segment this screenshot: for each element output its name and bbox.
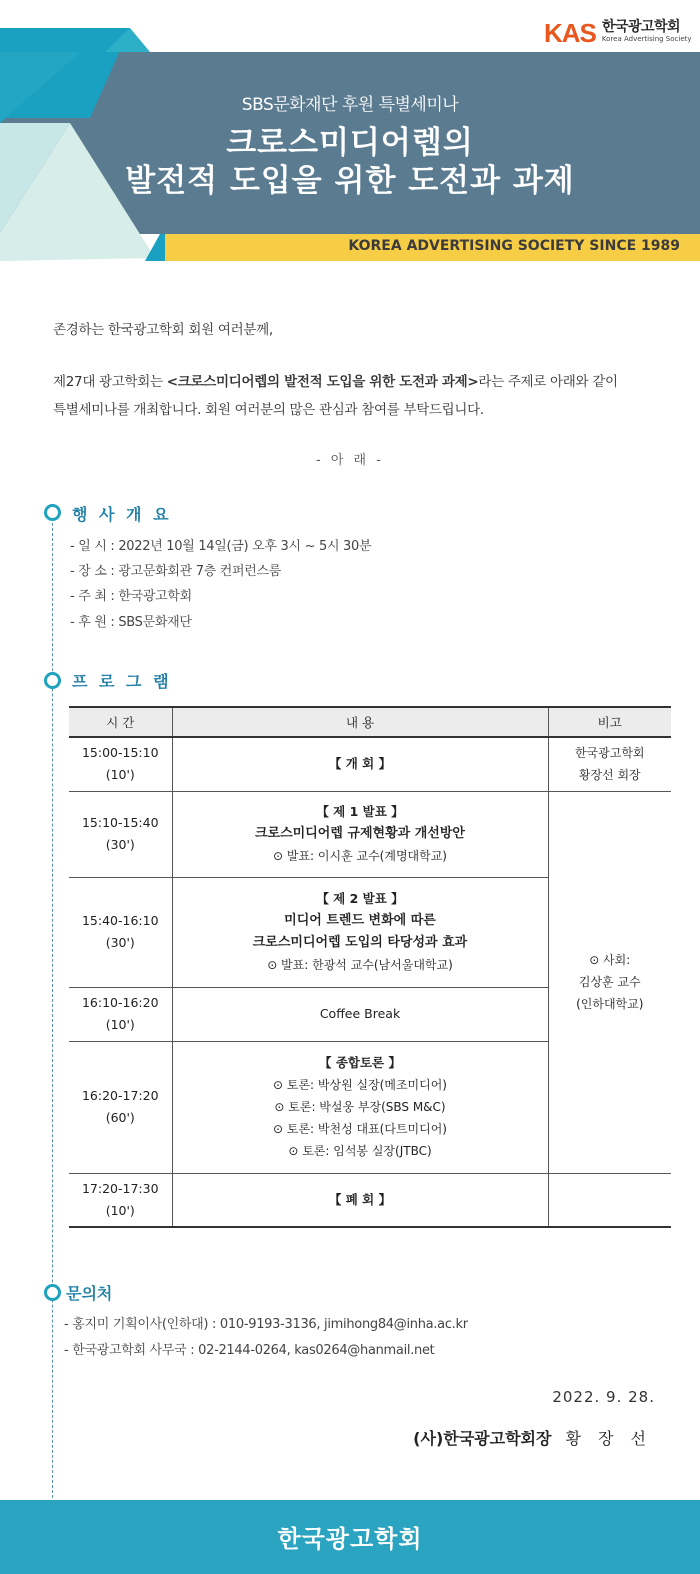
notice-label: - 아 래 -	[316, 453, 384, 468]
moderator-cell: ⊙ 사회: 김상훈 교수 (인하대학교)	[548, 791, 671, 1173]
logo-mark: KAS	[544, 18, 596, 48]
section-bullet-icon	[44, 1284, 61, 1301]
signature-name: 황 장 선	[565, 1429, 652, 1448]
col-content-header: 내 용	[172, 707, 548, 737]
greeting: 존경하는 한국광고학회 회원 여러분께,	[53, 322, 273, 338]
signature-org: (사)한국광고학회장	[413, 1429, 552, 1448]
content-cell: 【 제 2 발표 】 미디어 트렌드 변화에 따른 크로스미디어렙 도입의 타당성과 효과 ⊙ 발표: 한광석 교수(남서울대학교)	[172, 877, 548, 987]
col-time-header: 시 간	[69, 707, 172, 737]
program-title: 프 로 그 램	[72, 672, 172, 691]
table-row	[69, 737, 671, 791]
note-cell	[548, 1173, 671, 1227]
banner-subtitle: SBS문화재단 후원 특별세미나	[241, 95, 459, 115]
title-line-2: 발전적 도입을 위한 도전과 과제	[125, 163, 575, 199]
content-cell: 【 제 1 발표 】 크로스미디어렙 규제현황과 개선방안 ⊙ 발표: 이시훈 교수(계명대학교)	[172, 791, 548, 877]
since-bar	[165, 234, 700, 261]
overview-host: - 주 최 : 한국광고학회	[70, 589, 192, 604]
kas-logo	[544, 20, 692, 46]
overview-sponsor: - 후 원 : SBS문화재단	[70, 615, 192, 630]
section-bullet-icon	[44, 672, 61, 689]
intro-paragraph-line-2: 특별세미나를 개최합니다. 회원 여러분의 많은 관심과 참여를 부탁드립니다.	[53, 402, 484, 418]
contact-title: 문의처	[66, 1284, 113, 1303]
contact-item: - 한국광고학회 사무국 : 02-2144-0264, kas0264@hanmail.net	[64, 1343, 435, 1358]
timeline-line	[52, 518, 53, 1503]
content-cell: Coffee Break	[172, 987, 548, 1041]
time-cell: 16:10-16:20 (10')	[69, 987, 172, 1041]
content-cell: 【 폐 회 】	[172, 1173, 548, 1227]
time-cell: 15:00-15:10 (10')	[69, 737, 172, 791]
issue-date: 2022. 9. 28.	[552, 1388, 655, 1406]
footer	[0, 1500, 700, 1574]
seminar-topic: <크로스미디어렙의 발전적 도입을 위한 도전과 과제>	[166, 374, 479, 390]
since-text: KOREA ADVERTISING SOCIETY SINCE 1989	[348, 238, 680, 254]
content-cell: 【 개 회 】	[172, 737, 548, 791]
time-cell: 15:40-16:10 (30')	[69, 877, 172, 987]
logo-name: 한국광고학회	[601, 19, 681, 35]
section-bullet-icon	[44, 504, 61, 521]
page-title	[0, 124, 700, 200]
intro-paragraph-line-1: 제27대 광고학회는 <크로스미디어렙의 발전적 도입을 위한 도전과 과제>라는 주제로 아래와 같이	[53, 374, 618, 390]
note-cell: 한국광고학회 황장선 회장	[548, 737, 671, 791]
signature	[413, 1426, 652, 1449]
overview-title: 행 사 개 요	[72, 505, 172, 524]
content-cell: 【 종합토론 】 ⊙ 토론: 박상원 실장(메조미디어) ⊙ 토론: 박설웅 부장(SBS M&C) ⊙ 토론: 박천성 대표(다트미디어) ⊙ 토론: 임석봉 실장(JTBC)	[172, 1041, 548, 1173]
col-note-header: 비고	[548, 707, 671, 737]
title-line-1: 크로스미디어렙의	[226, 125, 474, 161]
table-row	[69, 1173, 671, 1227]
overview-venue: - 장 소 : 광고문화회관 7층 컨퍼런스룸	[70, 564, 282, 579]
table-header-row	[69, 707, 671, 737]
program-table	[69, 706, 671, 1228]
table-row	[69, 791, 671, 877]
overview-date: - 일 시 : 2022년 10월 14일(금) 오후 3시 ~ 5시 30분	[70, 539, 372, 554]
time-cell: 17:20-17:30 (10')	[69, 1173, 172, 1227]
logo-english-name: Korea Advertising Society	[601, 35, 692, 43]
time-cell: 15:10-15:40 (30')	[69, 791, 172, 877]
contact-item: - 홍지미 기획이사(인하대) : 010-9193-3136, jimihong84@inha.ac.kr	[64, 1317, 468, 1332]
time-cell: 16:20-17:20 (60')	[69, 1041, 172, 1173]
footer-text: 한국광고학회	[277, 1525, 423, 1553]
